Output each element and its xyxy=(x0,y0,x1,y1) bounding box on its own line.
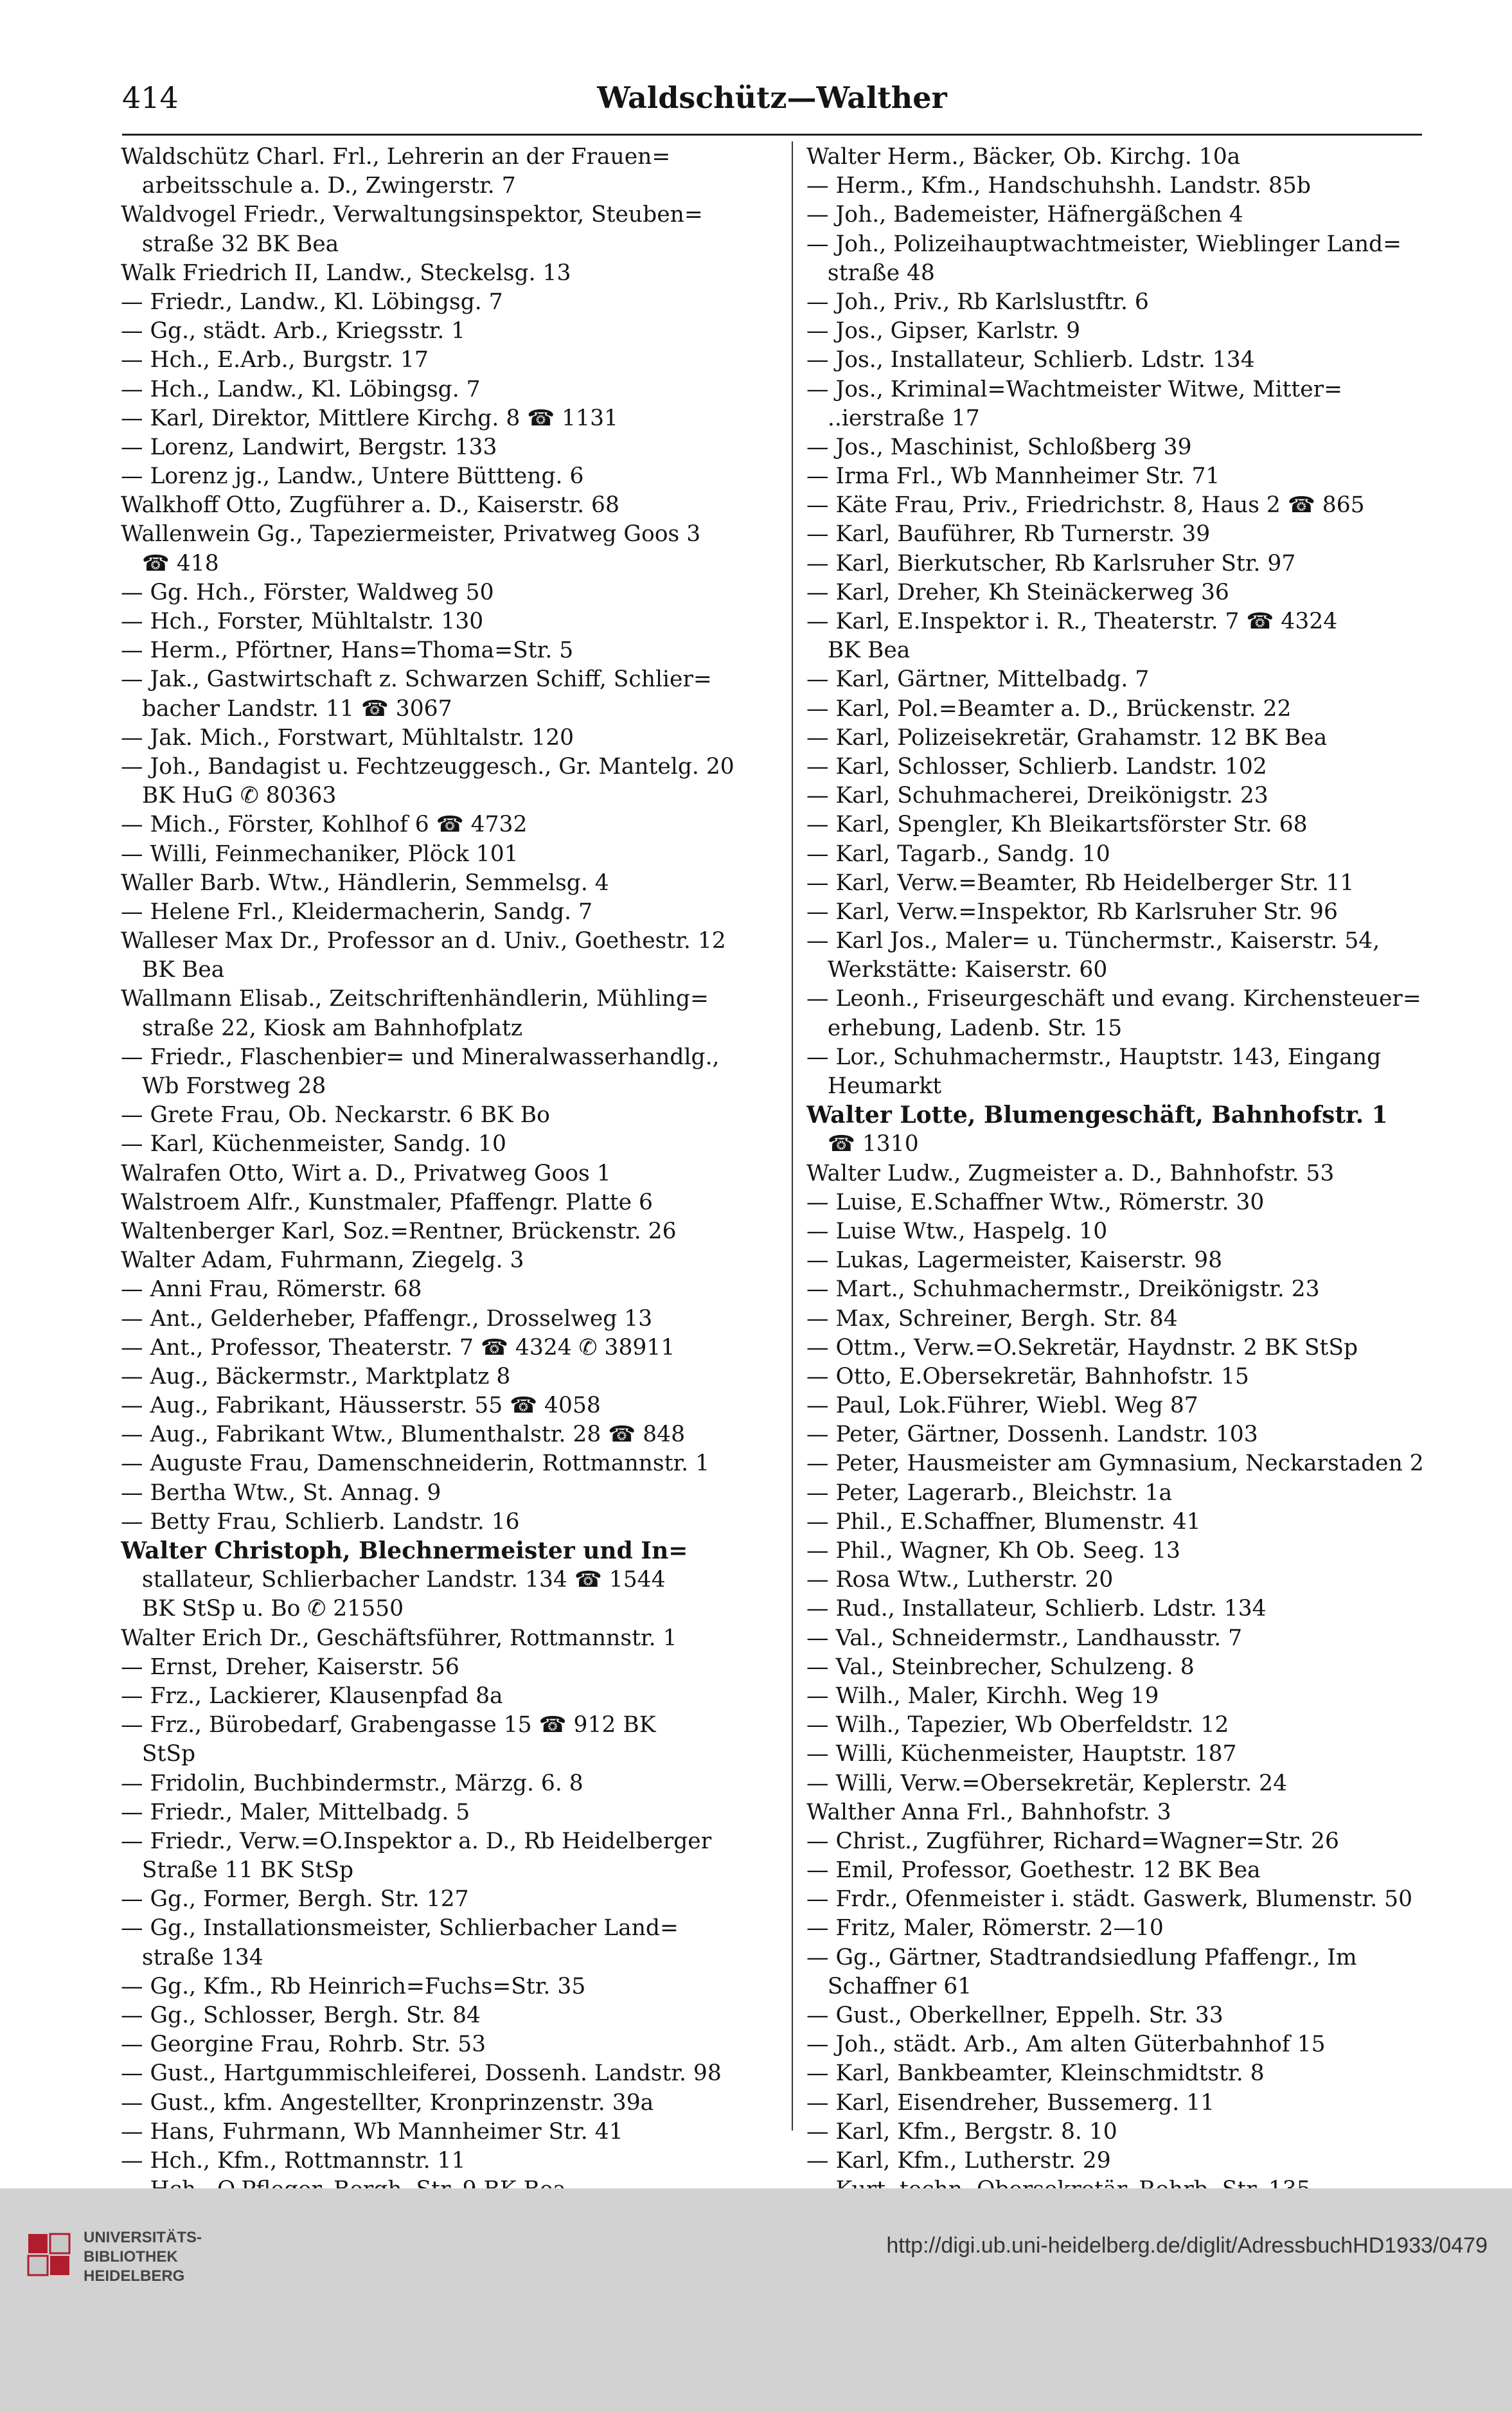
directory-entry-line: — Karl, Pol.=Beamter a. D., Brückenstr. 22 xyxy=(806,695,1292,722)
directory-entry-line: — Wilh., Tapezier, Wb Oberfeldstr. 12 xyxy=(806,1712,1229,1738)
directory-entry-line: stallateur, Schlierbacher Landstr. 134 ☎ 1544 xyxy=(121,1567,666,1593)
directory-entry-line: — Gg., städt. Arb., Kriegsstr. 1 xyxy=(121,318,466,344)
directory-entry-line: — Karl, Kfm., Lutherstr. 29 xyxy=(806,2147,1111,2174)
directory-entry-line: — Herm., Pförtner, Hans=Thoma=Str. 5 xyxy=(121,638,574,664)
directory-entry-line: — Willi, Feinmechaniker, Plöck 101 xyxy=(121,841,519,867)
library-name: UNIVERSITÄTS- BIBLIOTHEK HEIDELBERG xyxy=(84,2229,202,2285)
column-divider xyxy=(792,141,793,2131)
directory-entry-line: — Val., Schneidermstr., Landhausstr. 7 xyxy=(806,1625,1243,1651)
directory-entry-line: — Karl, Verw.=Beamter, Rb Heidelberger Str. 11 xyxy=(806,870,1355,896)
directory-entry-line: bacher Landstr. 11 ☎ 3067 xyxy=(121,695,452,722)
directory-entry-line: — Ant., Professor, Theaterstr. 7 ☎ 4324 ✆ 38911 xyxy=(121,1334,675,1361)
directory-entry-line: — Karl, Kfm., Bergstr. 8. 10 xyxy=(806,2118,1117,2145)
viewer-footer xyxy=(0,2188,1512,2412)
directory-entry-line: Walleser Max Dr., Professor an d. Univ., Goethestr. 12 xyxy=(121,928,726,954)
directory-entry-line: Walter Adam, Fuhrmann, Ziegelg. 3 xyxy=(121,1247,524,1274)
library-logo-icon xyxy=(26,2231,72,2278)
directory-entry-line: ..ierstraße 17 xyxy=(806,405,980,431)
directory-entry-line: — Phil., Wagner, Kh Ob. Seeg. 13 xyxy=(806,1538,1180,1564)
directory-entry-line: — Herm., Kfm., Handschuhshh. Landstr. 85b xyxy=(806,173,1311,199)
directory-entry-line: — Peter, Hausmeister am Gymnasium, Neckarstaden 2 xyxy=(806,1451,1424,1477)
directory-entry-line: — Gust., Hartgummischleiferei, Dossenh. Landstr. 98 xyxy=(121,2060,722,2087)
directory-entry-line: BK HuG ✆ 80363 xyxy=(121,783,337,809)
directory-entry-line: — Karl, Schlosser, Schlierb. Landstr. 102 xyxy=(806,753,1267,780)
directory-entry-line: — Lorenz jg., Landw., Untere Büttteng. 6 xyxy=(121,463,584,490)
directory-entry-line: — Fridolin, Buchbindermstr., Märzg. 6. 8 xyxy=(121,1770,583,1796)
directory-entry-line: straße 134 xyxy=(121,1944,263,1970)
directory-entry-line: — Wilh., Maler, Kirchh. Weg 19 xyxy=(806,1683,1159,1709)
directory-entry-line: — Frz., Lackierer, Klausenpfad 8a xyxy=(121,1683,503,1709)
directory-entry-line: erhebung, Ladenb. Str. 15 xyxy=(806,1015,1123,1041)
directory-entry-line: — Paul, Lok.Führer, Wiebl. Weg 87 xyxy=(806,1393,1198,1419)
directory-entry-line: — Mich., Förster, Kohlhof 6 ☎ 4732 xyxy=(121,812,528,838)
directory-entry-line: — Friedr., Flaschenbier= und Mineralwasserhandlg., xyxy=(121,1044,720,1070)
directory-entry-line: — Luise, E.Schaffner Wtw., Römerstr. 30 xyxy=(806,1189,1265,1215)
directory-entry-line: — Karl, Polizeisekretär, Grahamstr. 12 BK Bea xyxy=(806,724,1328,751)
directory-entry-line: — Aug., Fabrikant, Häusserstr. 55 ☎ 4058 xyxy=(121,1393,601,1419)
directory-entry-line: Waltenberger Karl, Soz.=Rentner, Brückenstr. 26 xyxy=(121,1218,677,1244)
directory-entry-line: — Joh., Bandagist u. Fechtzeuggesch., Gr. Mantelg. 20 xyxy=(121,753,734,780)
directory-entry-line: — Ernst, Dreher, Kaiserstr. 56 xyxy=(121,1654,459,1680)
directory-entry-line: — Hch., E.Arb., Burgstr. 17 xyxy=(121,347,429,373)
directory-entry-line: — Fritz, Maler, Römerstr. 2—10 xyxy=(806,1915,1164,1942)
directory-entry-line: — Bertha Wtw., St. Annag. 9 xyxy=(121,1479,441,1506)
directory-entry-line: — Christ., Zugführer, Richard=Wagner=Str. 26 xyxy=(806,1828,1339,1854)
directory-entry-line: — Luise Wtw., Haspelg. 10 xyxy=(806,1218,1108,1244)
directory-entry-line: — Frz., Bürobedarf, Grabengasse 15 ☎ 912 BK xyxy=(121,1712,656,1738)
directory-entry-line: — Aug., Bäckermstr., Marktplatz 8 xyxy=(121,1363,511,1389)
directory-entry-line: — Gust., Oberkellner, Eppelh. Str. 33 xyxy=(806,2003,1223,2028)
directory-entry-line: — Rud., Installateur, Schlierb. Ldstr. 134 xyxy=(806,1596,1267,1622)
directory-entry-line: — Leonh., Friseurgeschäft und evang. Kirchensteuer= xyxy=(806,986,1421,1012)
directory-entry-line: — Lorenz, Landwirt, Bergstr. 133 xyxy=(121,434,497,460)
directory-entry-line: — Aug., Fabrikant Wtw., Blumenthalstr. 28 ☎ 848 xyxy=(121,1422,686,1448)
page-header xyxy=(122,80,1422,125)
directory-entry-line: — Karl Jos., Maler= u. Tünchermstr., Kaiserstr. 54, xyxy=(806,928,1380,954)
directory-entry-line: — Jak. Mich., Forstwart, Mühltalstr. 120 xyxy=(121,724,574,751)
directory-entry-line: — Ottm., Verw.=O.Sekretär, Haydnstr. 2 BK StSp xyxy=(806,1334,1358,1361)
directory-entry-line: — Jos., Kriminal=Wachtmeister Witwe, Mitter= xyxy=(806,376,1343,402)
directory-entry-line: Walk Friedrich II, Landw., Steckelsg. 13 xyxy=(121,260,571,286)
directory-entry-line: — Mart., Schuhmachermstr., Dreikönigstr. 23 xyxy=(806,1276,1320,1303)
directory-entry-line: — Gg., Former, Bergh. Str. 127 xyxy=(121,1886,469,1913)
directory-entry-line: — Gg., Schlosser, Bergh. Str. 84 xyxy=(121,2003,481,2028)
directory-entry-line: — Gust., kfm. Angestellter, Kronprinzenstr. 39a xyxy=(121,2089,654,2116)
directory-entry-line: — Helene Frl., Kleidermacherin, Sandg. 7 xyxy=(121,898,593,925)
directory-entry-line: straße 22, Kiosk am Bahnhofplatz xyxy=(121,1015,523,1041)
directory-entry-line: Walter Erich Dr., Geschäftsführer, Rottmannstr. 1 xyxy=(121,1625,677,1651)
directory-entry-line: — Phil., E.Schaffner, Blumenstr. 41 xyxy=(806,1508,1201,1535)
permalink-url[interactable]: http://digi.ub.uni-heidelberg.de/diglit/AdressbuchHD1933/0479 xyxy=(886,2233,1488,2258)
directory-entry-line: Walkhoff Otto, Zugführer a. D., Kaiserstr. 68 xyxy=(121,492,619,519)
directory-entry-line: — Karl, Bierkutscher, Rb Karlsruher Str. 97 xyxy=(806,550,1296,576)
directory-entry-line: — Karl, Tagarb., Sandg. 10 xyxy=(806,841,1110,867)
directory-entry-line: — Rosa Wtw., Lutherstr. 20 xyxy=(806,1567,1114,1593)
directory-entry-line: — Lukas, Lagermeister, Kaiserstr. 98 xyxy=(806,1247,1223,1274)
directory-entry-line: arbeitsschule a. D., Zwingerstr. 7 xyxy=(121,173,516,199)
directory-entry-line: — Hch., Kfm., Rottmannstr. 11 xyxy=(121,2147,466,2174)
directory-entry-line: — Karl, Direktor, Mittlere Kirchg. 8 ☎ 1131 xyxy=(121,405,618,431)
directory-entry-line: Walther Anna Frl., Bahnhofstr. 3 xyxy=(806,1799,1171,1825)
directory-entry-line: StSp xyxy=(121,1741,196,1767)
directory-entry-line: — Peter, Lagerarb., Bleichstr. 1a xyxy=(806,1479,1173,1506)
directory-entry-line: ☎ 418 xyxy=(121,550,219,576)
directory-entry-line: — Willi, Küchenmeister, Hauptstr. 187 xyxy=(806,1741,1237,1767)
directory-entry-line: Walter Christoph, Blechnermeister und In= xyxy=(121,1537,688,1564)
directory-entry-line: BK Bea xyxy=(121,957,225,983)
directory-entry-line: Wallmann Elisab., Zeitschriftenhändlerin, Mühling= xyxy=(121,986,709,1012)
directory-entry-line: — Karl, Bauführer, Rb Turnerstr. 39 xyxy=(806,521,1211,548)
directory-entry-line: — Irma Frl., Wb Mannheimer Str. 71 xyxy=(806,463,1220,490)
directory-entry-line: Heumarkt xyxy=(806,1073,942,1099)
directory-entry-line: Werkstätte: Kaiserstr. 60 xyxy=(806,957,1108,983)
directory-entry-line: BK Bea xyxy=(806,638,911,664)
directory-entry-line: — Karl, Küchenmeister, Sandg. 10 xyxy=(121,1131,506,1157)
directory-entry-line: straße 48 xyxy=(806,260,935,286)
directory-entry-line: — Jos., Gipser, Karlstr. 9 xyxy=(806,318,1081,344)
directory-entry-line: — Lor., Schuhmachermstr., Hauptstr. 143, Eingang xyxy=(806,1044,1382,1070)
directory-entry-line: — Georgine Frau, Rohrb. Str. 53 xyxy=(121,2032,486,2058)
left-column xyxy=(121,143,763,2204)
directory-entry-line: — Otto, E.Obersekretär, Bahnhofstr. 15 xyxy=(806,1363,1249,1389)
directory-entry-line: — Val., Steinbrecher, Schulzeng. 8 xyxy=(806,1654,1195,1680)
directory-entry-line: BK StSp u. Bo ✆ 21550 xyxy=(121,1596,404,1622)
directory-entry-line: ☎ 1310 xyxy=(806,1131,919,1157)
directory-entry-line: — Jak., Gastwirtschaft z. Schwarzen Schiff, Schlier= xyxy=(121,666,712,693)
directory-entry-line: — Gg., Gärtner, Stadtrandsiedlung Pfaffengr., Im xyxy=(806,1944,1357,1970)
page-number: 414 xyxy=(122,80,179,115)
directory-entry-line: Waldvogel Friedr., Verwaltungsinspektor, Steuben= xyxy=(121,202,703,228)
directory-entry-line: Walter Herm., Bäcker, Ob. Kirchg. 10a xyxy=(806,144,1241,170)
directory-entry-line: — Karl, Spengler, Kh Bleikartsförster Str. 68 xyxy=(806,812,1308,838)
directory-entry-line: — Anni Frau, Römerstr. 68 xyxy=(121,1276,422,1303)
directory-entry-line: Wb Forstweg 28 xyxy=(121,1073,326,1099)
directory-entry-line: Schaffner 61 xyxy=(806,1973,972,1999)
directory-entry-line: Wallenwein Gg., Tapeziermeister, Privatweg Goos 3 xyxy=(121,521,701,548)
directory-entry-line: — Joh., Polizeihauptwachtmeister, Wieblinger Land= xyxy=(806,231,1402,257)
directory-entry-line: — Karl, Gärtner, Mittelbadg. 7 xyxy=(806,666,1150,693)
directory-entry-line: — Betty Frau, Schlierb. Landstr. 16 xyxy=(121,1508,520,1535)
directory-entry-line: — Karl, Dreher, Kh Steinäckerweg 36 xyxy=(806,579,1229,605)
directory-entry-line: Walstroem Alfr., Kunstmaler, Pfaffengr. Platte 6 xyxy=(121,1189,653,1215)
directory-entry-line: — Gg., Kfm., Rb Heinrich=Fuchs=Str. 35 xyxy=(121,1973,586,1999)
directory-entry-line: — Frdr., Ofenmeister i. städt. Gaswerk, Blumenstr. 50 xyxy=(806,1886,1413,1913)
directory-entry-line: — Friedr., Maler, Mittelbadg. 5 xyxy=(121,1799,470,1825)
directory-entry-line: — Joh., Bademeister, Häfnergäßchen 4 xyxy=(806,202,1243,228)
directory-entry-line: — Jos., Maschinist, Schloßberg 39 xyxy=(806,434,1192,460)
directory-entry-line: Walter Ludw., Zugmeister a. D., Bahnhofstr. 53 xyxy=(806,1160,1335,1186)
directory-entry-line: — Jos., Installateur, Schlierb. Ldstr. 134 xyxy=(806,347,1255,373)
directory-entry-line: Walter Lotte, Blumengeschäft, Bahnhofstr. 1 xyxy=(806,1102,1388,1129)
directory-entry-line: — Emil, Professor, Goethestr. 12 BK Bea xyxy=(806,1857,1261,1884)
directory-entry-line: Straße 11 BK StSp xyxy=(121,1857,354,1884)
directory-entry-line: — Karl, Schuhmacherei, Dreikönigstr. 23 xyxy=(806,783,1268,809)
directory-entry-line: — Hch., Forster, Mühltalstr. 130 xyxy=(121,609,484,634)
directory-entry-line: Waller Barb. Wtw., Händlerin, Semmelsg. 4 xyxy=(121,870,609,896)
running-head: Waldschütz—Walther xyxy=(597,80,947,115)
directory-entry-line: — Joh., Priv., Rb Karlslustftr. 6 xyxy=(806,289,1149,315)
directory-entry-line: — Gg., Installationsmeister, Schlierbacher Land= xyxy=(121,1915,679,1942)
directory-entry-line: Walrafen Otto, Wirt a. D., Privatweg Goos 1 xyxy=(121,1160,611,1186)
directory-entry-line: — Grete Frau, Ob. Neckarstr. 6 BK Bo xyxy=(121,1102,550,1129)
directory-entry-line: straße 32 BK Bea xyxy=(121,231,339,257)
directory-entry-line: — Max, Schreiner, Bergh. Str. 84 xyxy=(806,1305,1178,1332)
directory-entry-line: — Ant., Gelderheber, Pfaffengr., Drosselweg 13 xyxy=(121,1305,653,1332)
directory-entry-line: — Gg. Hch., Förster, Waldweg 50 xyxy=(121,579,494,605)
directory-entry-line: — Willi, Verw.=Obersekretär, Keplerstr. 24 xyxy=(806,1770,1288,1796)
directory-entry-line: Waldschütz Charl. Frl., Lehrerin an der Frauen= xyxy=(121,144,671,170)
directory-entry-line: — Friedr., Landw., Kl. Löbingsg. 7 xyxy=(121,289,503,315)
directory-entry-line: — Karl, E.Inspektor i. R., Theaterstr. 7 ☎ 4324 xyxy=(806,609,1338,634)
header-rule xyxy=(122,134,1422,136)
right-column xyxy=(806,143,1449,2204)
directory-entry-line: — Peter, Gärtner, Dossenh. Landstr. 103 xyxy=(806,1422,1258,1448)
directory-entry-line: — Karl, Eisendreher, Bussemerg. 11 xyxy=(806,2089,1215,2116)
directory-entry-line: — Auguste Frau, Damenschneiderin, Rottmannstr. 1 xyxy=(121,1451,710,1477)
directory-entry-line: — Käte Frau, Priv., Friedrichstr. 8, Haus 2 ☎ 865 xyxy=(806,492,1365,519)
directory-entry-line: — Hans, Fuhrmann, Wb Mannheimer Str. 41 xyxy=(121,2118,623,2145)
directory-entry-line: — Karl, Bankbeamter, Kleinschmidtstr. 8 xyxy=(806,2060,1265,2087)
directory-entry-line: — Joh., städt. Arb., Am alten Güterbahnhof 15 xyxy=(806,2032,1326,2058)
directory-entry-line: — Friedr., Verw.=O.Inspektor a. D., Rb Heidelberger xyxy=(121,1828,712,1854)
directory-entry-line: — Hch., Landw., Kl. Löbingsg. 7 xyxy=(121,376,481,402)
directory-entry-line: — Karl, Verw.=Inspektor, Rb Karlsruher Str. 96 xyxy=(806,898,1338,925)
